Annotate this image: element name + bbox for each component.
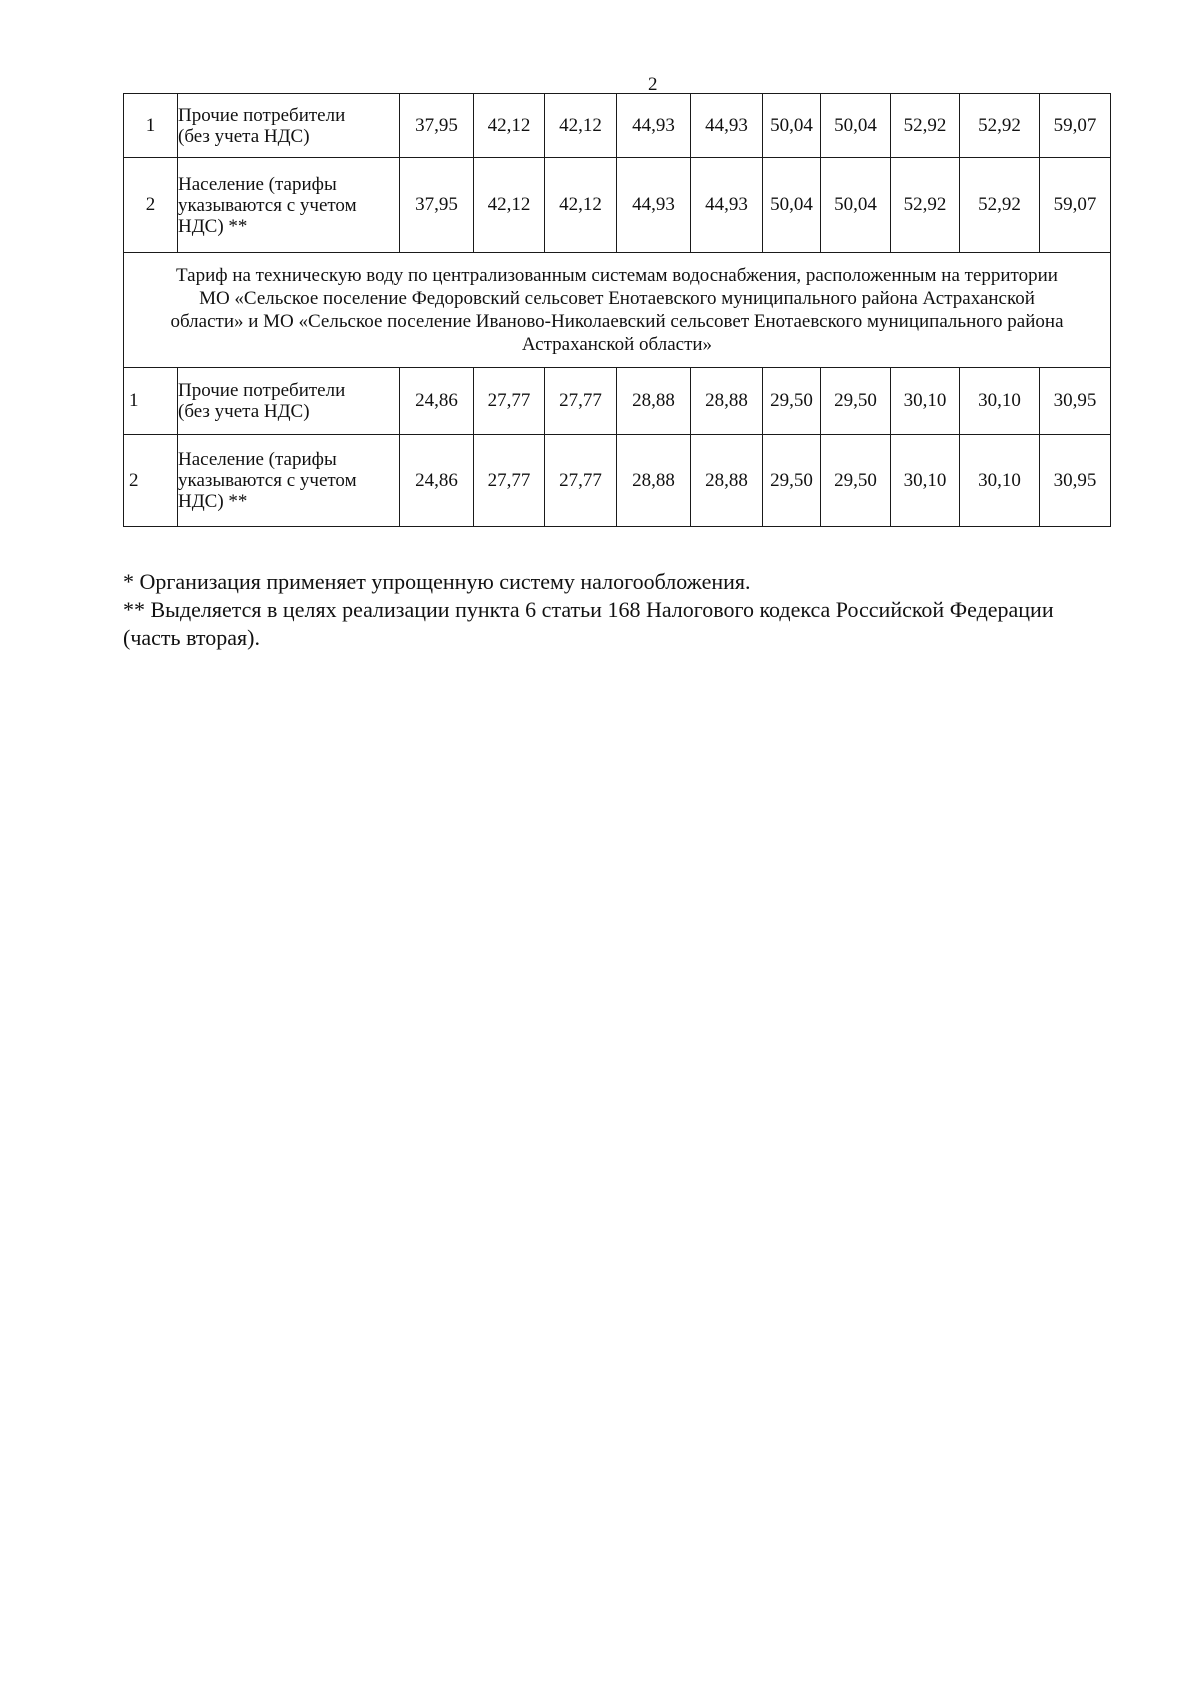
tariff-value: 52,92	[960, 94, 1040, 158]
footnote-simplified-taxation: * Организация применяет упрощенную систему налогообложения.	[123, 569, 751, 594]
section-heading-line: области» и МО «Сельское поселение Иваново-Николаевский сельсовет Енотаевского муниципального района	[170, 311, 1064, 332]
tariff-value: 52,92	[891, 158, 960, 253]
tariff-value: 28,88	[691, 368, 763, 435]
tariff-value: 29,50	[763, 368, 821, 435]
tariff-value: 44,93	[617, 94, 691, 158]
page-number: 2	[648, 74, 658, 95]
tariff-value: 27,77	[545, 435, 617, 527]
section-heading-line: МО «Сельское поселение Федоровский сельсовет Енотаевского муниципального района Астраханской	[199, 288, 1035, 309]
tariff-value: 50,04	[821, 158, 891, 253]
tariff-value: 59,07	[1040, 158, 1111, 253]
tariff-value: 30,95	[1040, 368, 1111, 435]
tariff-value: 30,95	[1040, 435, 1111, 527]
tariff-value: 28,88	[691, 435, 763, 527]
footnote-tax-code-continuation: (часть вторая).	[123, 625, 260, 650]
row-number: 1	[124, 94, 178, 158]
section-heading-line: Тариф на техническую воду по централизованным системам водоснабжения, расположенным на территории	[176, 265, 1058, 286]
section-heading-line: Астраханской области»	[521, 334, 713, 355]
tariff-value: 28,88	[617, 368, 691, 435]
footnote-tax-code: ** Выделяется в целях реализации пункта 6 статьи 168 Налогового кодекса Российской Федерации	[123, 597, 1054, 622]
tariff-value: 50,04	[821, 94, 891, 158]
consumer-line: указываются с учетом	[178, 470, 357, 491]
tariff-table	[123, 93, 1111, 527]
tariff-value: 27,77	[545, 368, 617, 435]
section-heading-row	[124, 253, 1111, 368]
consumer-line: (без учета НДС)	[178, 401, 310, 422]
tariff-value: 52,92	[891, 94, 960, 158]
tariff-value: 42,12	[474, 158, 545, 253]
tariff-value: 30,10	[891, 435, 960, 527]
tariff-value: 24,86	[400, 368, 474, 435]
tariff-value: 29,50	[821, 368, 891, 435]
table-row	[124, 158, 1111, 253]
tariff-value: 44,93	[691, 158, 763, 253]
consumer-line: НДС) **	[178, 215, 248, 237]
tariff-value: 29,50	[821, 435, 891, 527]
row-number: 2	[124, 435, 178, 527]
row-number: 2	[124, 158, 178, 253]
tariff-value: 37,95	[400, 158, 474, 253]
tariff-value: 42,12	[545, 94, 617, 158]
tariff-value: 30,10	[891, 368, 960, 435]
section-heading	[124, 253, 1111, 368]
tariff-value: 52,92	[960, 158, 1040, 253]
consumer-cell	[178, 368, 400, 435]
tariff-value: 42,12	[474, 94, 545, 158]
consumer-line: Прочие потребители	[178, 380, 346, 401]
consumer-line: указываются с учетом	[178, 194, 357, 216]
tariff-value: 29,50	[763, 435, 821, 527]
tariff-value: 42,12	[545, 158, 617, 253]
tariff-value: 44,93	[691, 94, 763, 158]
table-row	[124, 94, 1111, 158]
consumer-cell	[178, 94, 400, 158]
tariff-value: 44,93	[617, 158, 691, 253]
tariff-value: 59,07	[1040, 94, 1111, 158]
tariff-value: 30,10	[960, 435, 1040, 527]
consumer-line: Население (тарифы	[178, 173, 337, 195]
consumer-line: Население (тарифы	[178, 449, 337, 470]
table-row	[124, 368, 1111, 435]
table-row	[124, 435, 1111, 527]
consumer-line: Прочие потребители	[178, 104, 346, 126]
consumer-line: НДС) **	[178, 491, 248, 512]
tariff-value: 50,04	[763, 158, 821, 253]
tariff-value: 30,10	[960, 368, 1040, 435]
consumer-cell	[178, 435, 400, 527]
tariff-value: 50,04	[763, 94, 821, 158]
tariff-value: 28,88	[617, 435, 691, 527]
row-number: 1	[124, 368, 178, 435]
tariff-value: 24,86	[400, 435, 474, 527]
consumer-cell	[178, 158, 400, 253]
tariff-value: 27,77	[474, 435, 545, 527]
tariff-value: 37,95	[400, 94, 474, 158]
tariff-value: 27,77	[474, 368, 545, 435]
consumer-line: (без учета НДС)	[178, 125, 310, 147]
